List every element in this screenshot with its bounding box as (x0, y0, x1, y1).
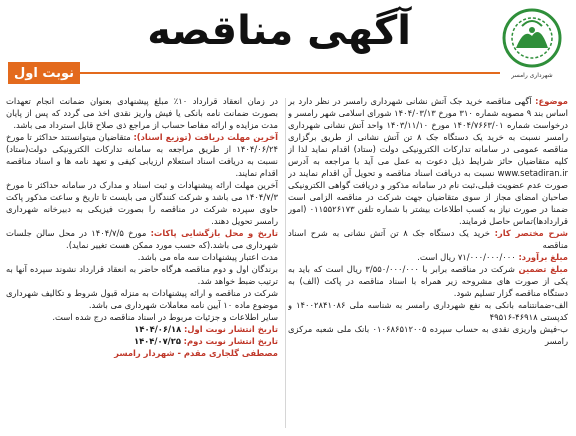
publish-second-line (6, 335, 278, 347)
scope-label: شرح مختصر کار: (494, 228, 568, 238)
header (0, 0, 576, 92)
municipality-logo (498, 6, 566, 80)
logo-caption: شهرداری رامسر (511, 72, 553, 79)
scope-text: خرید یک دستگاه جک ۸ تن آتش نشانی به شرح اسناد مناقصه (288, 228, 568, 250)
left-column (6, 95, 278, 430)
proposal-paragraph: شرکت در مناقصه و ارائه پیشنهادات به منزله قبول شروط و تکالیف شهرداری موضوع ماده ۱۰ آیین نامه معاملات شهرداری می باشد. (6, 288, 278, 310)
other-info-paragraph: سایر اطلاعات و جزئیات مربوط در اسناد مناقصه درج شده است. (52, 312, 278, 322)
deposit-label: مبلغ تضمین (518, 264, 568, 274)
deposit-option-a: الف-ضمانتنامه بانکی به نفع شهرداری رامسر به شناسه ملی ۱۴۰۰۲۸۴۱۰۸۶ و کدپستی ۴۶۹۱۸-۴۹۵۱۶ (288, 300, 568, 322)
guarantee-paragraph: در زمان انعقاد قرارداد ۱۰٪ مبلغ پیشنهادی بعنوان ضمانت انجام تعهدات بصورت ضمانت نامه بانکی یا فیش واریز نقدی اخذ می گردد که پس از پایان مدت مزایده و ارائه مفاصا حساب از مراجع ذی صلاح قابل استرداد می باشد. (6, 96, 278, 130)
deposit-paragraph (288, 263, 568, 299)
opening-label: تاریخ و محل بازگشایی پاکات: (150, 228, 278, 238)
receive-label: آخرین مهلت دریافت (توزیع اسناد): (133, 132, 278, 142)
publish-second-date: ۱۴۰۴/۰۷/۲۵ (133, 336, 181, 346)
receive-text: متقاضیان میتوانستند حداکثر تا مورخ ۱۴۰۴/۰۶/۲۴ از طریق مراجعه به سامانه تدارکات الکترونیکی دولت(ستاد) نسبت به دریافت اسناد استعلام ارزیابی کیفی و تعهد نامه ها و اسناد مناقصه اقدام نمایند. (6, 132, 278, 178)
publish-second-label: تاریخ انتشار نوبت دوم: (183, 336, 278, 346)
round-badge: نوبت اول (8, 62, 80, 84)
subject-paragraph (288, 95, 568, 227)
publish-first-date: ۱۴۰۴/۰۶/۱۸ (134, 324, 182, 334)
winner-paragraph: برندگان اول و دوم مناقصه هرگاه حاضر به انعقاد قرارداد نشوند سپرده آنها به ترتیب ضبط خواهد شد. (6, 264, 278, 286)
page-title: آگهی مناقصه (147, 8, 411, 54)
scope-paragraph (288, 227, 568, 251)
opening-paragraph (6, 227, 278, 251)
submit-paragraph: آخرین مهلت ارائه پیشنهادات و ثبت اسناد و مدارک در سامانه حداکثر تا مورخ ۱۴۰۴/۷/۳ می باشد و شرکت کنندگان می بایست تا تاریخ و ساعت مذکور پاکت حاوی سپرده شرکت در مناقصه را بصورت فیزیکی به دبیرخانه شهرداری رامسر تحویل دهند. (6, 180, 278, 226)
publish-first-label: تاریخ انتشار نوبت اول: (183, 324, 278, 334)
budget-text: ۷۱/۰۰۰/۰۰۰/۰۰۰ ریال است. (417, 252, 516, 262)
deposit-option-b: ب-فیش واریزی نقدی به حساب سپرده ۰۱۰۶۸۶۵۱۲۰۰۵ بانک ملی شعبه مرکزی رامسر (288, 324, 568, 346)
budget-paragraph (288, 251, 568, 263)
receive-paragraph (6, 131, 278, 179)
publish-first-line (6, 323, 278, 335)
deposit-text: شرکت در مناقصه برابر با ۳/۵۵۰/۰۰۰/۰۰۰ ریال است که باید به یکی از صورت های مشروحه زیر همراه با اسناد مناقصه در پاکت (الف) به دستگاه مناقصه گزار تسلیم شود. (288, 264, 568, 298)
column-divider (285, 98, 286, 428)
signature: مصطفی گلجاری مقدم - شهردار رامسر (114, 348, 278, 358)
subject-text: آگهی مناقصه خرید جک آتش نشانی شهرداری رامسر در نظر دارد بر اساس بند ۹ مصوبه شماره ۳۱۰ مورخ ۱۴۰۴/۰۳/۱۳ شورای اسلامی شهر رامسر و درخواست شماره ۱۴۰۴/۷۶۶۳/۰۱ مورخ ۱۴۰۳/۱۱/۱۰ واحد آتش نشانی شهرداری رامسر نسبت به خرید یک دستگاه جک ۸ تن آتش نشانی از طریق برگزاری مناقصه عمومی در سامانه تدارکات الکترونیکی دولت (ستاد) اقدام نماید لذا از کلیه متقاضیان حائز شرایط ذیل دعوت به عمل می آید با مراجعه به آدرس www.setadiran.ir نسبت به دریافت اسناد مناقصه و تحویل آن اقدام نمایند در صورت عدم عضویت قبلی،ثبت نام در سامانه مذکور و دریافت گواهی الکترونیکی صاحبان امضای مجاز از سوی متقاضیان جهت شرکت در مناقصه الزامی است ضمنا در صورت نیاز به کسب اطلاعات بیشتر با شماره تلفن ۰۱۱۵۵۲۶۱۷۳ (امور قراردادها)تماس حاصل فرمایند. (288, 96, 568, 226)
header-divider (80, 72, 500, 74)
opening-text: مورخ ۱۴۰۴/۷/۵ در محل سالن جلسات شهرداری می باشد.(که حسب مورد ممکن هست تغییر نماید). (6, 228, 278, 250)
right-column (288, 95, 568, 430)
budget-label: مبلغ برآورد: (518, 252, 568, 262)
validity-paragraph: مدت اعتبار پیشنهادات سه ماه می باشد. (137, 252, 278, 262)
subject-label: موضوع: (535, 96, 568, 106)
